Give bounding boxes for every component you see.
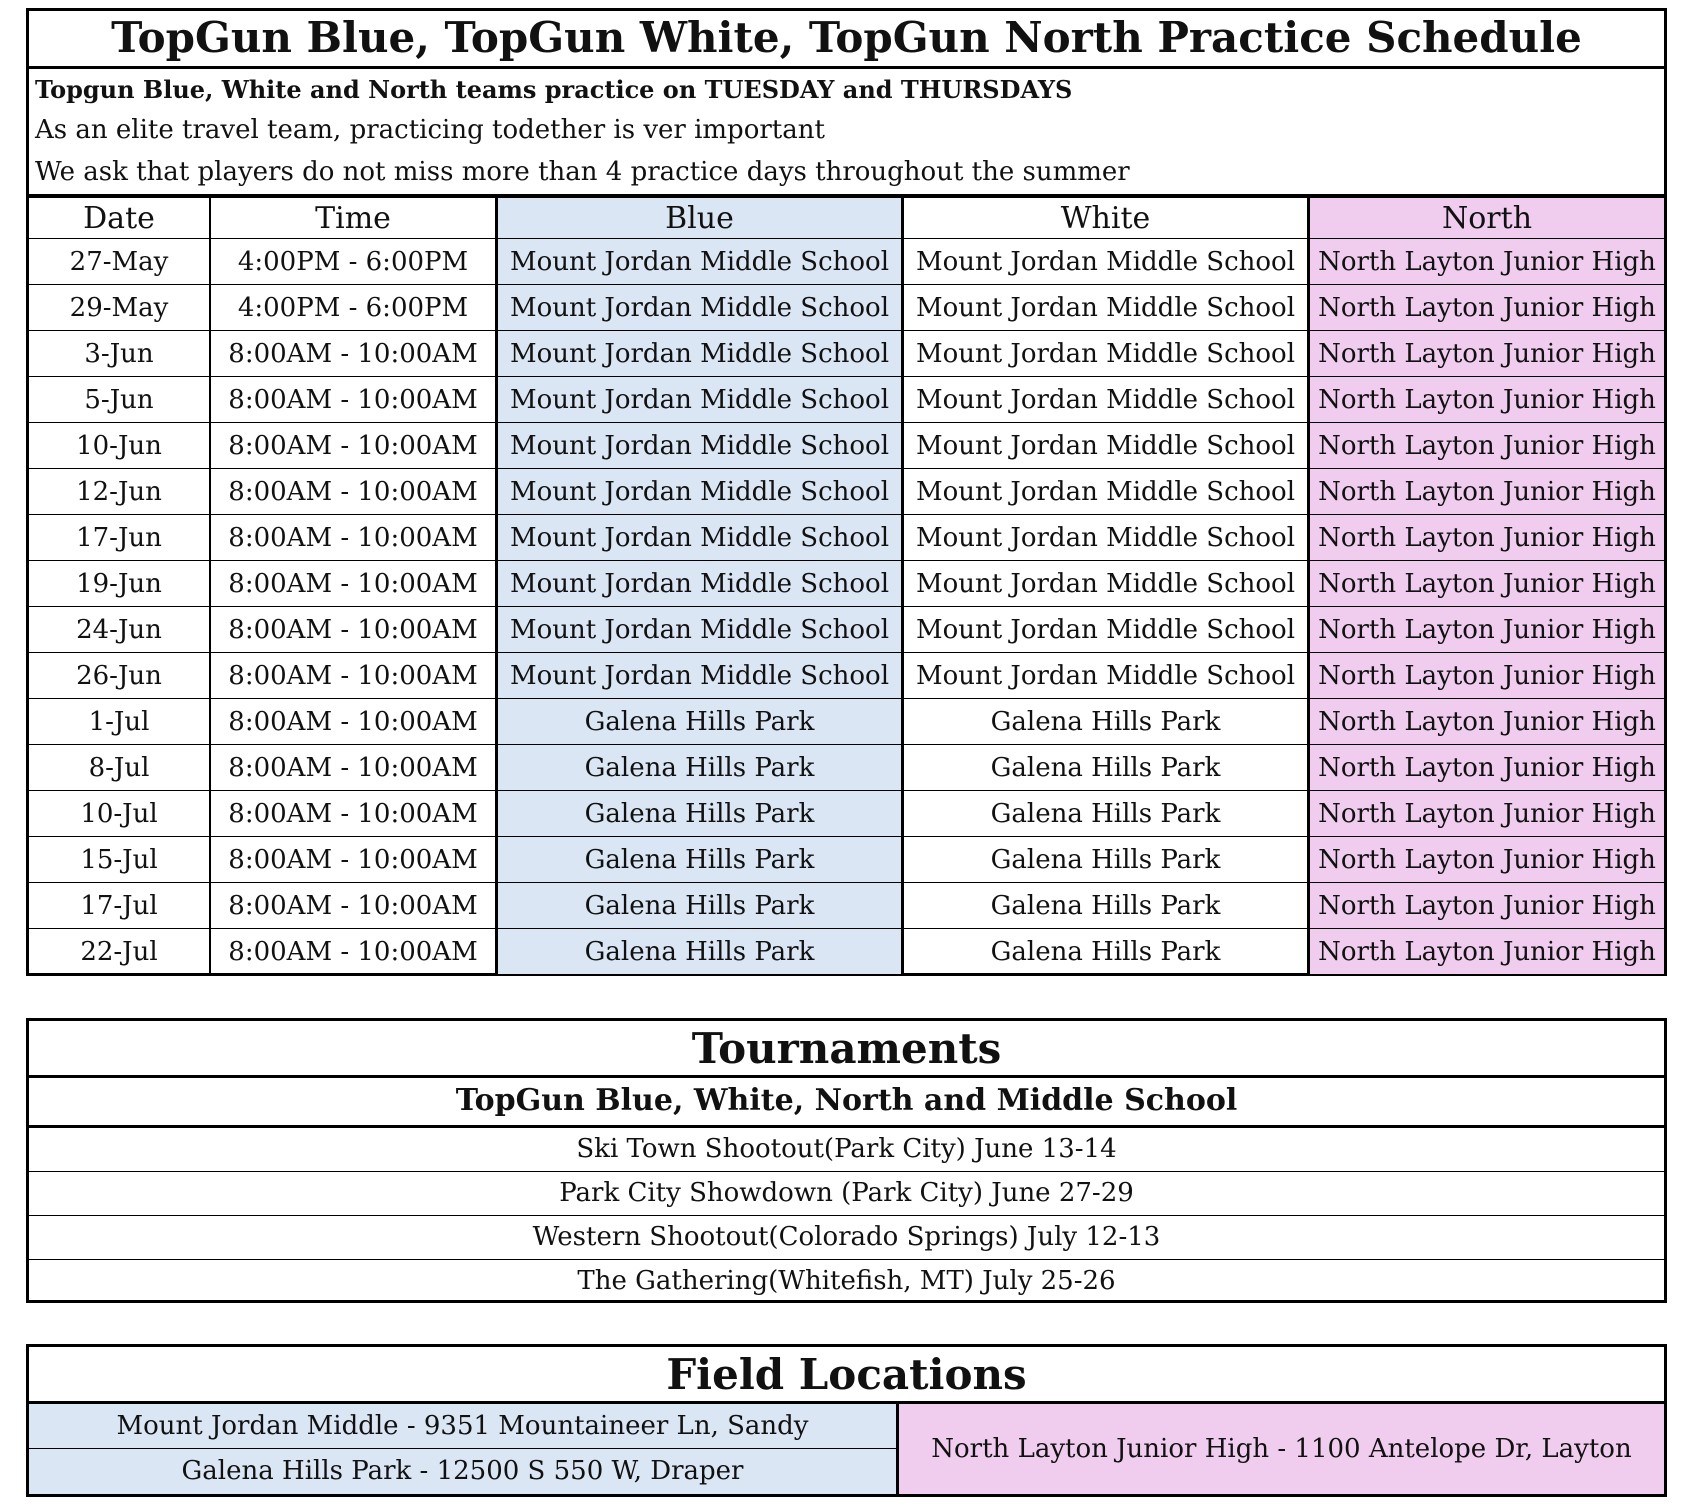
tournament-item: Park City Showdown (Park City) June 27-29 xyxy=(29,1172,1664,1216)
schedule-row xyxy=(29,837,1664,883)
locations-title: Field Locations xyxy=(29,1347,1664,1404)
date-cell: 10-Jun xyxy=(29,423,210,469)
tournaments-section xyxy=(26,1018,1667,1303)
time-cell: 8:00AM - 10:00AM xyxy=(210,331,497,377)
blue-location-cell: Mount Jordan Middle School xyxy=(497,331,903,377)
date-cell: 22-Jul xyxy=(29,929,210,975)
schedule-row xyxy=(29,883,1664,929)
white-location-cell: Galena Hills Park xyxy=(903,699,1309,745)
north-location-cell: North Layton Junior High xyxy=(1309,377,1665,423)
date-cell: 10-Jul xyxy=(29,791,210,837)
white-location-cell: Galena Hills Park xyxy=(903,929,1309,975)
date-cell: 27-May xyxy=(29,239,210,285)
blue-location-cell: Mount Jordan Middle School xyxy=(497,239,903,285)
blue-location-cell: Galena Hills Park xyxy=(497,745,903,791)
schedule-row xyxy=(29,469,1664,515)
schedule-header-row xyxy=(29,198,1664,239)
time-cell: 8:00AM - 10:00AM xyxy=(210,883,497,929)
white-location-cell: Galena Hills Park xyxy=(903,745,1309,791)
date-cell: 19-Jun xyxy=(29,561,210,607)
north-location-cell: North Layton Junior High xyxy=(1309,239,1665,285)
blue-location-cell: Galena Hills Park xyxy=(497,791,903,837)
blue-location-cell: Galena Hills Park xyxy=(497,883,903,929)
time-cell: 8:00AM - 10:00AM xyxy=(210,699,497,745)
blue-location-cell: Mount Jordan Middle School xyxy=(497,377,903,423)
schedule-row xyxy=(29,607,1664,653)
time-cell: 8:00AM - 10:00AM xyxy=(210,837,497,883)
schedule-row xyxy=(29,239,1664,285)
schedule-title: TopGun Blue, TopGun White, TopGun North Practice Schedule xyxy=(29,11,1664,69)
schedule-row xyxy=(29,653,1664,699)
white-location-cell: Galena Hills Park xyxy=(903,791,1309,837)
blue-location-cell: Mount Jordan Middle School xyxy=(497,423,903,469)
time-cell: 8:00AM - 10:00AM xyxy=(210,423,497,469)
header-north: North xyxy=(1309,198,1665,239)
north-location-cell: North Layton Junior High xyxy=(1309,791,1665,837)
north-location-cell: North Layton Junior High xyxy=(1309,331,1665,377)
schedule-row xyxy=(29,285,1664,331)
north-location-cell: North Layton Junior High xyxy=(1309,653,1665,699)
blue-location-cell: Mount Jordan Middle School xyxy=(497,515,903,561)
north-location-cell: North Layton Junior High xyxy=(1309,561,1665,607)
north-location-cell: North Layton Junior High xyxy=(1309,929,1665,975)
tournament-item: Ski Town Shootout(Park City) June 13-14 xyxy=(29,1128,1664,1172)
schedule-row xyxy=(29,699,1664,745)
schedule-row xyxy=(29,929,1664,975)
white-location-cell: Mount Jordan Middle School xyxy=(903,331,1309,377)
schedule-intro xyxy=(29,69,1664,197)
schedule-row xyxy=(29,791,1664,837)
field-locations-section xyxy=(26,1344,1667,1497)
white-location-cell: Mount Jordan Middle School xyxy=(903,561,1309,607)
intro-line-1: Topgun Blue, White and North teams practice on TUESDAY and THURSDAYS xyxy=(35,75,1073,104)
time-cell: 8:00AM - 10:00AM xyxy=(210,791,497,837)
blue-location-cell: Galena Hills Park xyxy=(497,929,903,975)
tournaments-subtitle: TopGun Blue, White, North and Middle School xyxy=(29,1078,1664,1128)
time-cell: 8:00AM - 10:00AM xyxy=(210,377,497,423)
white-location-cell: Mount Jordan Middle School xyxy=(903,285,1309,331)
date-cell: 26-Jun xyxy=(29,653,210,699)
schedule-row xyxy=(29,515,1664,561)
time-cell: 8:00AM - 10:00AM xyxy=(210,745,497,791)
time-cell: 8:00AM - 10:00AM xyxy=(210,561,497,607)
header-date: Date xyxy=(29,198,210,239)
white-location-cell: Mount Jordan Middle School xyxy=(903,469,1309,515)
date-cell: 8-Jul xyxy=(29,745,210,791)
white-location-cell: Mount Jordan Middle School xyxy=(903,377,1309,423)
date-cell: 17-Jun xyxy=(29,515,210,561)
location-north-layton: North Layton Junior High - 1100 Antelope Dr, Layton xyxy=(899,1404,1664,1494)
practice-schedule xyxy=(26,8,1667,976)
date-cell: 17-Jul xyxy=(29,883,210,929)
schedule-row xyxy=(29,377,1664,423)
white-location-cell: Galena Hills Park xyxy=(903,883,1309,929)
blue-location-cell: Mount Jordan Middle School xyxy=(497,469,903,515)
north-location-cell: North Layton Junior High xyxy=(1309,883,1665,929)
schedule-table xyxy=(29,197,1664,974)
date-cell: 3-Jun xyxy=(29,331,210,377)
time-cell: 8:00AM - 10:00AM xyxy=(210,469,497,515)
time-cell: 8:00AM - 10:00AM xyxy=(210,515,497,561)
location-mount-jordan: Mount Jordan Middle - 9351 Mountaineer Ln, Sandy xyxy=(29,1404,896,1449)
date-cell: 15-Jul xyxy=(29,837,210,883)
header-white: White xyxy=(903,198,1309,239)
blue-location-cell: Galena Hills Park xyxy=(497,699,903,745)
tournaments-title: Tournaments xyxy=(29,1021,1664,1078)
time-cell: 8:00AM - 10:00AM xyxy=(210,653,497,699)
blue-location-cell: Mount Jordan Middle School xyxy=(497,285,903,331)
blue-location-cell: Galena Hills Park xyxy=(497,837,903,883)
white-location-cell: Mount Jordan Middle School xyxy=(903,653,1309,699)
north-location-cell: North Layton Junior High xyxy=(1309,837,1665,883)
time-cell: 4:00PM - 6:00PM xyxy=(210,285,497,331)
date-cell: 24-Jun xyxy=(29,607,210,653)
date-cell: 29-May xyxy=(29,285,210,331)
blue-location-cell: Mount Jordan Middle School xyxy=(497,653,903,699)
white-location-cell: Mount Jordan Middle School xyxy=(903,607,1309,653)
north-location-cell: North Layton Junior High xyxy=(1309,469,1665,515)
header-time: Time xyxy=(210,198,497,239)
white-location-cell: Galena Hills Park xyxy=(903,837,1309,883)
tournament-item: The Gathering(Whitefish, MT) July 25-26 xyxy=(577,1266,1116,1296)
time-cell: 8:00AM - 10:00AM xyxy=(210,607,497,653)
north-location-cell: North Layton Junior High xyxy=(1309,607,1665,653)
date-cell: 5-Jun xyxy=(29,377,210,423)
blue-location-cell: Mount Jordan Middle School xyxy=(497,607,903,653)
white-location-cell: Mount Jordan Middle School xyxy=(903,239,1309,285)
schedule-row xyxy=(29,331,1664,377)
time-cell: 8:00AM - 10:00AM xyxy=(210,929,497,975)
tournament-item: Western Shootout(Colorado Springs) July 12-13 xyxy=(29,1216,1664,1260)
date-cell: 12-Jun xyxy=(29,469,210,515)
intro-line-3: We ask that players do not miss more than 4 practice days throughout the summer xyxy=(35,157,1130,187)
white-location-cell: Mount Jordan Middle School xyxy=(903,515,1309,561)
north-location-cell: North Layton Junior High xyxy=(1309,285,1665,331)
north-location-cell: North Layton Junior High xyxy=(1309,699,1665,745)
schedule-row xyxy=(29,423,1664,469)
north-location-cell: North Layton Junior High xyxy=(1309,515,1665,561)
header-blue: Blue xyxy=(497,198,903,239)
schedule-row xyxy=(29,745,1664,791)
location-galena-hills: Galena Hills Park - 12500 S 550 W, Draper xyxy=(29,1449,896,1494)
blue-location-cell: Mount Jordan Middle School xyxy=(497,561,903,607)
date-cell: 1-Jul xyxy=(29,699,210,745)
north-location-cell: North Layton Junior High xyxy=(1309,745,1665,791)
time-cell: 4:00PM - 6:00PM xyxy=(210,239,497,285)
north-location-cell: North Layton Junior High xyxy=(1309,423,1665,469)
schedule-row xyxy=(29,561,1664,607)
white-location-cell: Mount Jordan Middle School xyxy=(903,423,1309,469)
intro-line-2: As an elite travel team, practicing todether is ver important xyxy=(35,115,825,145)
